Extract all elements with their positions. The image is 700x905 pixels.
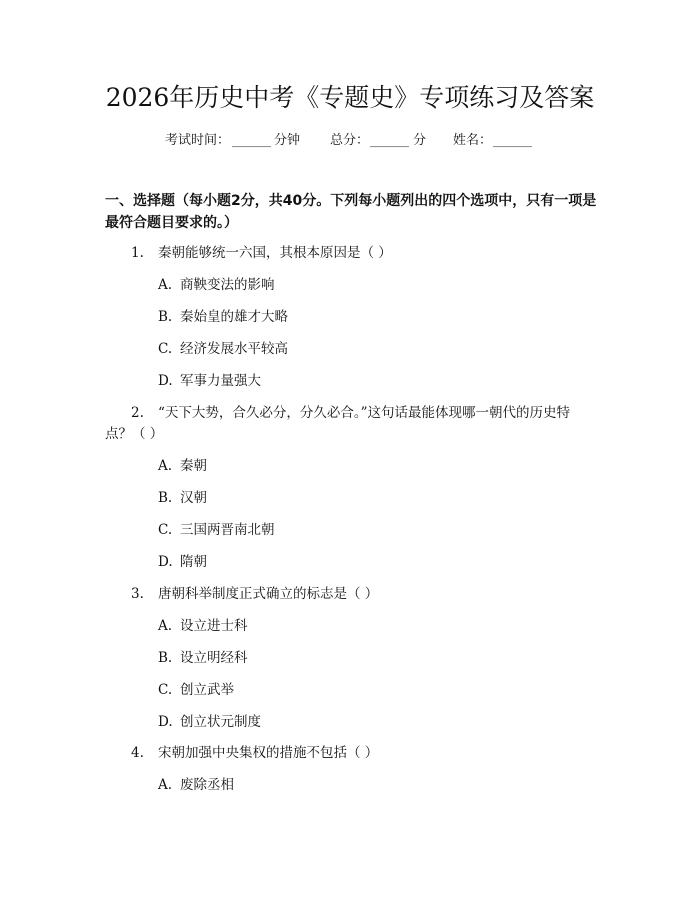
section-heading-line-1: 一、选择题（每小题2分，共40分。下列每小题列出的四个选项中，只有一项是 — [105, 193, 597, 209]
option-3c — [158, 679, 234, 701]
question-text-continuation: 点？（ ） — [105, 426, 164, 442]
question-text: 唐朝科举制度正式确立的标志是（ ） — [158, 586, 379, 602]
option-text: 秦朝 — [180, 458, 207, 474]
question-text: 宋朝加强中央集权的措施不包括（ ） — [158, 745, 379, 761]
option-letter: B. — [158, 490, 173, 506]
question-number: 2. — [131, 405, 144, 421]
option-letter: A. — [158, 777, 173, 793]
option-1c — [158, 338, 288, 360]
option-text: 三国两晋南北朝 — [180, 522, 275, 538]
option-letter: D. — [158, 714, 173, 730]
time-blank: ______ — [232, 133, 271, 148]
option-2d — [158, 551, 207, 573]
question-number: 1. — [131, 245, 144, 261]
document-title: 2026年历史中考《专题史》专项练习及答案 — [105, 83, 595, 112]
option-letter: D. — [158, 373, 173, 389]
option-text: 创立状元制度 — [180, 714, 261, 730]
option-1a — [158, 274, 275, 296]
time-unit: 分钟 — [274, 133, 301, 148]
option-letter: A. — [158, 458, 173, 474]
option-text: 商鞅变法的影响 — [180, 277, 275, 293]
option-letter: C. — [158, 682, 173, 698]
question-text: “天下大势，合久必分，分久必合。”这句话最能体现哪一朝代的历史特 — [158, 405, 571, 421]
option-1b — [158, 306, 288, 328]
option-letter: C. — [158, 522, 173, 538]
option-3b — [158, 647, 248, 669]
name-label: 姓名： — [453, 133, 493, 148]
option-2c — [158, 519, 275, 541]
section-heading-line-2: 最符合题目要求的。） — [105, 215, 238, 231]
option-letter: C. — [158, 341, 173, 357]
option-text: 经济发展水平较高 — [180, 341, 288, 357]
option-2a — [158, 455, 207, 477]
question-2-continuation — [105, 423, 163, 445]
option-text: 设立进士科 — [180, 618, 248, 634]
option-3d — [158, 711, 261, 733]
option-text: 秦始皇的雄才大略 — [180, 309, 288, 325]
option-text: 废除丞相 — [180, 777, 234, 793]
score-unit: 分 — [413, 133, 427, 148]
option-text: 创立武举 — [180, 682, 234, 698]
option-text: 军事力量强大 — [180, 373, 261, 389]
option-letter: D. — [158, 554, 173, 570]
question-number: 3. — [131, 586, 144, 602]
option-2b — [158, 487, 207, 509]
option-letter: A. — [158, 618, 173, 634]
exam-info-line — [0, 132, 700, 152]
question-text: 秦朝能够统一六国，其根本原因是（ ） — [158, 245, 392, 261]
option-4a — [158, 774, 234, 796]
option-text: 设立明经科 — [180, 650, 248, 666]
option-letter: B. — [158, 650, 173, 666]
option-letter: B. — [158, 309, 173, 325]
section-heading — [105, 190, 600, 234]
option-text: 隋朝 — [180, 554, 207, 570]
score-blank: ______ — [370, 133, 409, 148]
score-label: 总分： — [330, 133, 370, 148]
option-letter: A. — [158, 277, 173, 293]
option-1d — [158, 370, 261, 392]
question-number: 4. — [131, 745, 144, 761]
name-blank: ______ — [493, 133, 532, 148]
time-label: 考试时间： — [165, 133, 231, 148]
option-text: 汉朝 — [180, 490, 207, 506]
option-3a — [158, 615, 248, 637]
